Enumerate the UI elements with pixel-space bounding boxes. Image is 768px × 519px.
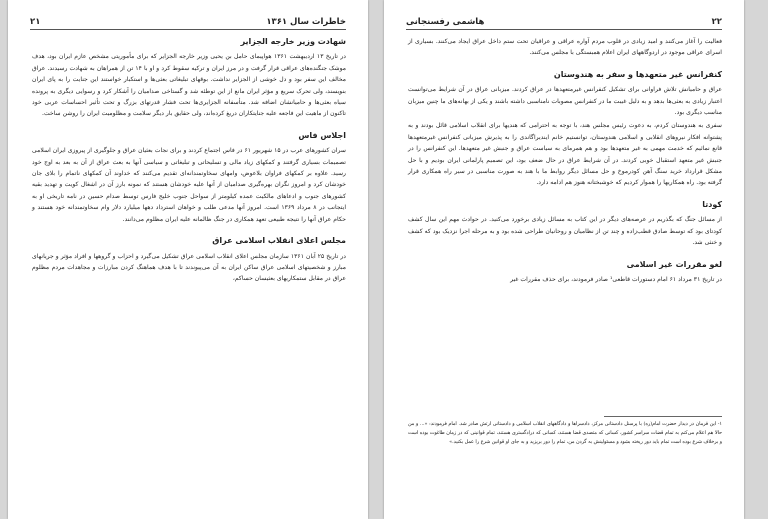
section-heading: لغو مقررات غیر اسلامی <box>626 259 722 269</box>
book-page-right <box>384 0 744 519</box>
paragraph: از مسائل جنگ که بگذریم در عرصه‌های دیگر در این کتاب به مسائل زیادی برخورد می‌کنید. در حوادث مهم این سال کشف کودتای بود که توسط صادق قطب‌زاده و چند تن از نظامیان و روحانیان طراحی شده بود و به مرحله اجرا نزدیک بود که کشف و خنثی شد. <box>408 216 722 247</box>
paragraph: سفری به هندوستان کردم، به دعوت رئیس مجلس هند، با توجه به احترامی که هندیها برای انقلاب اسلامی قائل بودند و به پشتوانه افکار نیروهای انقلابی و اسلامی هندوستان، توانستیم خانم ایندیراگاندی را به پذیرش میزبانی کنفرانس غیرمتعهدها قانع نمائیم که خدمت مهمی به غیر متعهدها بود و هم همرمای به سیاست عراق و جنبش غیر متعهدها. این کنفرانس را در جنبش غیر متعهد استقبال خوبی کردند. در آن شرایط عراق در حال ضعف بود، این تصمیم پارلمانی ایران بودیم و با حل مشکل قرارداد خرید سنگ آهن کودرموخ و حل مسائل دیگر روابط ما با هند به صورت مناسبی در سیر راه همکاری قرار گرفته بود. راه همکاریها را هموار کردیم که خوشبختانه هنوز هم ادامه دارد. <box>408 122 722 187</box>
section-heading: کنفرانس غیر متعهدها و سفر به هندوستان <box>553 69 722 79</box>
page-header <box>30 11 346 30</box>
section-heading: شهادت وزیر خارجه الجزایر <box>240 37 346 46</box>
footnotes <box>408 420 722 447</box>
section-heading: مجلس اعلای انقلاب اسلامی عراق <box>212 236 346 246</box>
running-title: خاطرات سال ۱۳۶۱ <box>266 17 346 27</box>
paragraph: در تاریخ ۲۵ آبان ۱۳۶۱ سازمان مجلس اعلای انقلاب اسلامی عراق تشکیل می‌گیرد و احزاب و گروهها و افراد مؤثر و جریانهای مبارز و شخصیتهای اسلامی عراق ساکن ایران به آن می‌پیوندند تا با هدف هماهنگ کردن مبارزات و مجاهدات مردم مظلوم عراق در مقابل ستمکاریهای بعثیسان حساکم، <box>32 252 346 283</box>
paragraph: در تاریخ ۳۱ مرداد ۶۱ امام دستورات قاطعی¹ صادر فرمودند، برای حذف مقررات غیر <box>510 275 722 283</box>
paragraph: سران کشورهای عرب در ۱۵ شهریور ۶۱ در فاس اجتماع کردند و برای نجات بعثیان عراق و جلوگیری از پیروزی ایران اسلامی تصمیمات بسیاری گرفتند و کمکهای زیاد مالی و تسلیحاتی و تبلیغاتی و سیاسی آنها به بعث عراق از آن به بعد به اوج خود رسید. علاوه بر کمکهای فراوان بلاعوض، وامهای سخاوتمندانه‌ای تقدیم می‌کنند که خداوند آن کمکهای ناتمام را بلای جان خودشان کرد و امروز نگران بهره‌گیری صدامیان از آنها علیه خودشان هستند که نمونه بارز آن در اشغال کویت و تهدید بقیه کشورهای جنوب و ادعاهای مالکیت عمده کیلومتر از سواحل جنوب خلیج فارس توسط صدام حسین در نامه تاریخی او به ایتجانب در ۸ مرداد ۱۳۶۹ است. امروز آنها مدعی طلب و خواهان استرداد دهها میلیارد دلار وام سخاوتمندانه خود هستند و حکام عراق آنها را نتیجه طبیعی تعهد همکاری در جنگ ظالمانه علیه ایران مظلوم می‌دانند. <box>32 147 347 223</box>
page-number: ۲۲ <box>711 17 722 27</box>
paragraph: فعالیت را آغاز می‌کنند و امید زیادی در قلوب مردم آواره عراقی و عراقیان تحت ستم داخل عراق ایجاد می‌کنند. بسیاری از اسرای عراقی موجود در اردوگاههای ایران اعلام همبستگی با مجلس می‌کنند. <box>408 38 722 57</box>
page-body <box>408 36 722 287</box>
section-heading: کودتا <box>702 199 722 209</box>
paragraph: در تاریخ ۱۳ اردیبهشت ۱۳۶۱ هواپیمای حامل بن یحیی وزیر خارجه الجزایر که برای مأموریتی مشخص عازم ایران بود، هدف موشک جنگنده‌های عراقی قرار گرفت و در مرز ایران و ترکیه سقوط کرد و او با ۱۴ تن از همراهان به شهادت رسیدند. عراق مخالف این سفر بود و دل خوشی از الجزایر نداشت. بوقهای تبلیغاتی بعثی‌ها و استکبار خواستند این جنایت را به پای ایران بنویسند، ولی تحرک سریع و مؤثر ایران مانع از این توطئه شد و گستاخی صدامیان را آشکار کرد و رسوایی دیگری به پرونده سیاه بعثی‌ها و حامیانشان اضافه شد. متأسفانه الجزایری‌ها تحت فشار قدرتهای بزرگ و تحت تأثیر احساسات عربی خود تاکنون از ماهیت این فاجعه علیه جنایتکاران دریغ کرده‌اند، ولی حقایق بار دیگر سلامت و مظلومیت ایران را روشن ساخت. <box>32 53 347 118</box>
book-page-left <box>8 0 368 519</box>
page-body <box>32 36 346 287</box>
running-title: هاشمی رفسنجانی <box>406 17 485 27</box>
footnote-divider <box>604 416 722 417</box>
page-header <box>406 11 722 30</box>
footnote: ۱- این فرمان در دیدار حضرت امام(ره) با پرسنل دادستانی مرکز، دادسراها و دادگاههای انقلاب اسلامی و دادستانی ارتش صادر شد. امام فرمودند: «... و من حالا هم اعلام می‌کنم به تمام قضات سراسر کشور، کسانی که متصدی قضا هستند، کسانی که درادگستری هستند، تمام قوانینی که در زمان طاغوت بوده است و برخلاف شرع بوده است تمام باید دور ریخته بشود و مسئولینش به گردن من، تمام را دور بریزید و به جای او قوانین شرع را عمل بکنید.» <box>408 422 722 445</box>
page-number: ۲۱ <box>30 17 41 27</box>
section-heading: اجلاس فاس <box>298 130 346 140</box>
paragraph: عراق و حامیانش تلاش فراوانی برای تشکیل کنفرانس غیرمتعهدها در عراق کردند. میزبانی عراق در آن شرایط می‌توانست اعتبار زیادی به بعثی‌ها بدهد و به دلیل غیبت ما در کنفرانس مصوبات نامناسبی داشته باشند و یکی از بهانه‌های ما چنین میزبان مناسب دیگری بود. <box>408 86 722 117</box>
